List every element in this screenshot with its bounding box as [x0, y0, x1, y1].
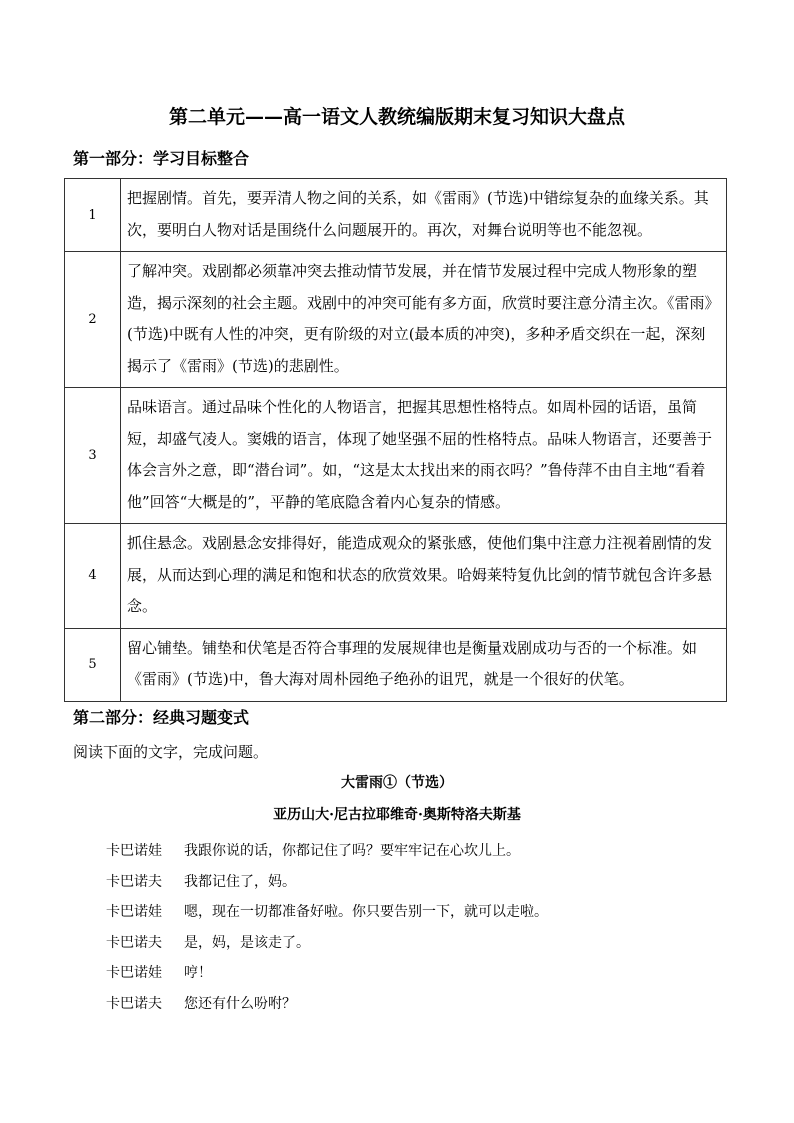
- row-text: 抓住悬念。戏剧悬念安排得好，能造成观众的紧张感，使他们集中注意力注视着剧情的发展，从而达到心理的满足和饱和状态的欣赏效果。哈姆莱特复仇比剑的情节就包含许多悬念。: [121, 524, 727, 629]
- dialogue-text: 您还有什么吩咐？: [184, 995, 296, 1012]
- row-text: 把握剧情。首先，要弄清人物之间的关系，如《雷雨》(节选)中错综复杂的血缘关系。其次，要明白人物对话是围绕什么问题展开的。再次，对舞台说明等也不能忽视。: [121, 179, 727, 252]
- dialogue-excerpt: [106, 836, 746, 1019]
- row-text: 了解冲突。戏剧都必须靠冲突去推动情节发展，并在情节发展过程中完成人物形象的塑造，揭示深刻的社会主题。戏剧中的冲突可能有多方面，欣赏时要注意分清主次。《雷雨》(节选)中既有人性的冲突，更有阶级的对立(最本质的冲突)，多种矛盾交织在一起，深刻揭示了《雷雨》(节选)的悲剧性。: [121, 252, 727, 388]
- dialogue-line: [106, 958, 746, 989]
- dialogue-text: 嗯，现在一切都准备好啦。你只要告别一下，就可以走啦。: [184, 904, 548, 920]
- row-number: 5: [65, 628, 121, 701]
- speaker-name: 卡巴诺娃: [106, 965, 162, 981]
- row-number: 1: [65, 179, 121, 252]
- page-title: 第二单元——高一语文人教统编版期末复习知识大盘点: [168, 106, 625, 128]
- exercise-instruction: 阅读下面的文字，完成问题。: [73, 743, 269, 761]
- row-number: 4: [65, 524, 121, 629]
- row-text: 留心铺垫。铺垫和伏笔是否符合事理的发展规律也是衡量戏剧成功与否的一个标准。如《雷雨》(节选)中，鲁大海对周朴园绝子绝孙的诅咒，就是一个很好的伏笔。: [121, 628, 727, 701]
- table-row: [65, 388, 727, 524]
- table-row: [65, 628, 727, 701]
- speaker-name: 卡巴诺夫: [106, 995, 162, 1012]
- table-row: [65, 179, 727, 252]
- dialogue-line: [106, 836, 746, 867]
- dialogue-text: 我都记住了，妈。: [184, 873, 296, 890]
- row-text: 品味语言。通过品味个性化的人物语言，把握其思想性格特点。如周朴园的话语，虽简短，却盛气凌人。窦娥的语言，体现了她坚强不屈的性格特点。品味人物语言，还要善于体会言外之意，即“潜台词”。如，“这是太太找出来的雨衣吗？”鲁侍萍不由自主地“看着他”回答“大概是的”，平静的笔底隐含着内心复杂的情感。: [121, 388, 727, 524]
- excerpt-author: 亚历山大·尼古拉耶维奇·奥斯特洛夫斯基: [273, 807, 521, 823]
- excerpt-title: 大雷雨①（节选）: [341, 775, 453, 791]
- dialogue-text: 哼！: [184, 965, 212, 981]
- dialogue-line: [106, 867, 746, 898]
- part1-heading: 第一部分：学习目标整合: [73, 149, 250, 168]
- speaker-name: 卡巴诺娃: [106, 843, 162, 859]
- row-number: 3: [65, 388, 121, 524]
- dialogue-line: [106, 989, 746, 1020]
- dialogue-text: 是，妈，是该走了。: [184, 934, 310, 951]
- dialogue-line: [106, 928, 746, 959]
- speaker-name: 卡巴诺夫: [106, 873, 162, 890]
- table-row: [65, 252, 727, 388]
- speaker-name: 卡巴诺娃: [106, 904, 162, 920]
- part2-heading: 第二部分：经典习题变式: [73, 708, 250, 727]
- dialogue-line: [106, 897, 746, 928]
- learning-goals-table: [64, 178, 727, 702]
- row-number: 2: [65, 252, 121, 388]
- speaker-name: 卡巴诺夫: [106, 934, 162, 951]
- table-row: [65, 524, 727, 629]
- dialogue-text: 我跟你说的话，你都记住了吗？要牢牢记在心坎儿上。: [184, 843, 520, 859]
